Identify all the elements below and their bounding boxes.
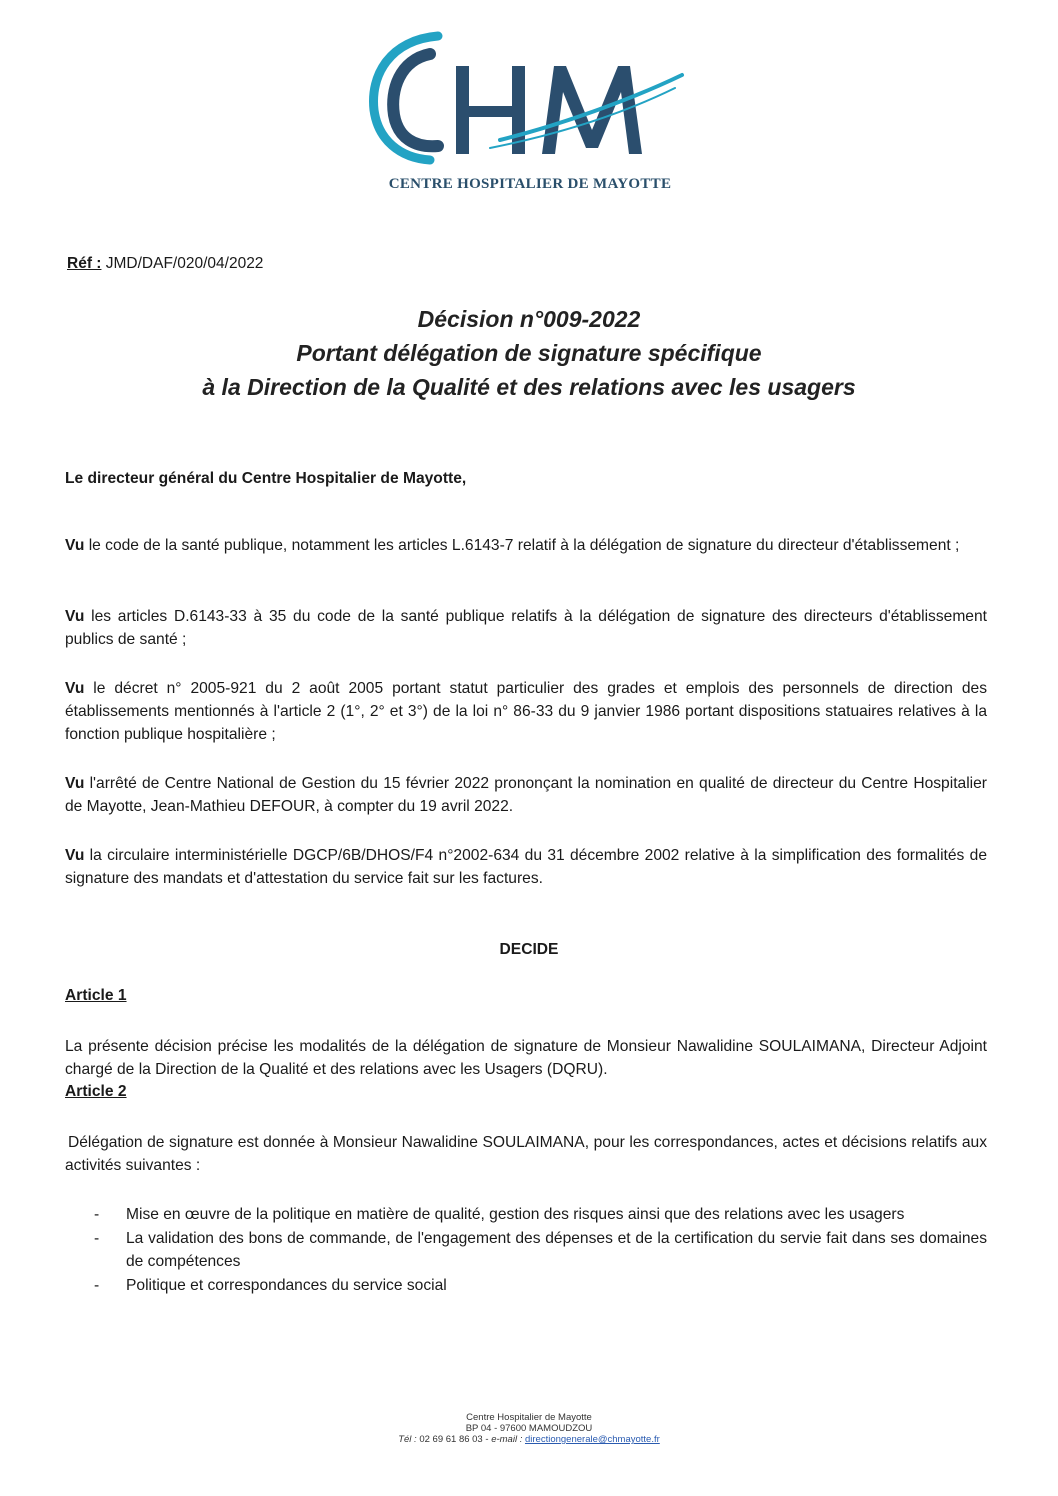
- reference-label: Réf :: [67, 255, 102, 272]
- footer-email-link[interactable]: directiongenerale@chmayotte.fr: [524, 1434, 660, 1445]
- footer-contact: Tél : 02 69 61 86 03 - e-mail : directiongenerale@chmayotte.fr: [398, 1434, 660, 1445]
- activities-list: [90, 1203, 987, 1298]
- list-item: [90, 1203, 987, 1226]
- decision-title: [60, 302, 998, 404]
- footer-tel-label: Tél :: [398, 1434, 417, 1445]
- vu-text: l'arrêté de Centre National de Gestion du 15 février 2022 prononçant la nomination en qualité de directeur du Centre Hospitalier de Mayotte, Jean-Mathieu DEFOUR, à compter du 19 avril 2022.: [65, 775, 987, 815]
- vu-paragraph-4: [65, 772, 987, 818]
- list-item-text: La validation des bons de commande, de l'engagement des dépenses et de la certification du servie fait dans ses domaines de compétences: [126, 1230, 987, 1270]
- vu-paragraph-2: [65, 605, 987, 651]
- footer-address: BP 04 - 97600 MAMOUDZOU: [465, 1423, 593, 1434]
- article-1-text: La présente décision précise les modalités de la délégation de signature de Monsieur Nawalidine SOULAIMANA, Directeur Adjoint chargé de la Direction de la Qualité et des relations avec les Usagers (DQRU).: [65, 1038, 987, 1078]
- article-2-heading: Article 2: [65, 1083, 127, 1100]
- footer-org: Centre Hospitalier de Mayotte: [466, 1412, 592, 1423]
- decide-heading: DECIDE: [499, 941, 559, 958]
- vu-lead: Vu: [65, 680, 85, 697]
- title-line-3: à la Direction de la Qualité et des relations avec les usagers: [202, 374, 856, 400]
- bullet-dash: -: [94, 1230, 100, 1247]
- vu-text: le code de la santé publique, notamment les articles L.6143-7 relatif à la délégation de signature du directeur d'établissement ;: [84, 537, 960, 554]
- list-item: [90, 1227, 987, 1273]
- vu-text: le décret n° 2005-921 du 2 août 2005 portant statut particulier des grades et emplois des personnels de direction des établissements mentionnés à l'article 2 (1°, 2° et 3°) de la loi n° 86-33 du 9 janvier 1986 portant dispositions statuaires relatives à la fonction publique hospitalière ;: [65, 680, 987, 743]
- list-item-text: Mise en œuvre de la politique en matière de qualité, gestion des risques ainsi que des relations avec les usagers: [126, 1206, 905, 1223]
- vu-lead: Vu: [65, 537, 85, 554]
- vu-text: les articles D.6143-33 à 35 du code de la santé publique relatifs à la délégation de signature des directeurs d'établissement publics de santé ;: [65, 608, 987, 648]
- intro-line: Le directeur général du Centre Hospitalier de Mayotte,: [65, 470, 467, 487]
- page-footer: [360, 1412, 698, 1445]
- list-item: [90, 1274, 987, 1297]
- vu-paragraph-3: [65, 677, 987, 746]
- vu-paragraph-1: [65, 534, 987, 557]
- article-1-heading: Article 1: [65, 987, 127, 1004]
- reference-value: JMD/DAF/020/04/2022: [105, 255, 264, 272]
- vu-lead: Vu: [65, 775, 85, 792]
- footer-email-label: e-mail :: [491, 1434, 523, 1445]
- bullet-dash: -: [94, 1277, 100, 1294]
- bullet-dash: -: [94, 1206, 100, 1223]
- footer-tel: 02 69 61 86 03: [419, 1434, 483, 1445]
- chm-logo: [360, 30, 700, 200]
- logo-caption: CENTRE HOSPITALIER DE MAYOTTE: [388, 176, 672, 192]
- vu-text: la circulaire interministérielle DGCP/6B/DHOS/F4 n°2002-634 du 31 décembre 2002 relative à la simplification des formalités de signature des mandats et d'attestation du service fait sur les factures.: [65, 847, 987, 887]
- chm-logo-graphic: [360, 30, 700, 180]
- vu-lead: Vu: [65, 608, 85, 625]
- article-2-text: Délégation de signature est donnée à Monsieur Nawalidine SOULAIMANA, pour les correspondances, actes et décisions relatifs aux activités suivantes :: [65, 1134, 987, 1174]
- list-item-text: Politique et correspondances du service social: [126, 1277, 447, 1294]
- reference-line: [67, 255, 263, 273]
- title-line-1: Décision n°009-2022: [417, 306, 641, 332]
- vu-paragraph-5: [65, 844, 987, 890]
- title-line-2: Portant délégation de signature spécifique: [296, 340, 762, 366]
- vu-lead: Vu: [65, 847, 85, 864]
